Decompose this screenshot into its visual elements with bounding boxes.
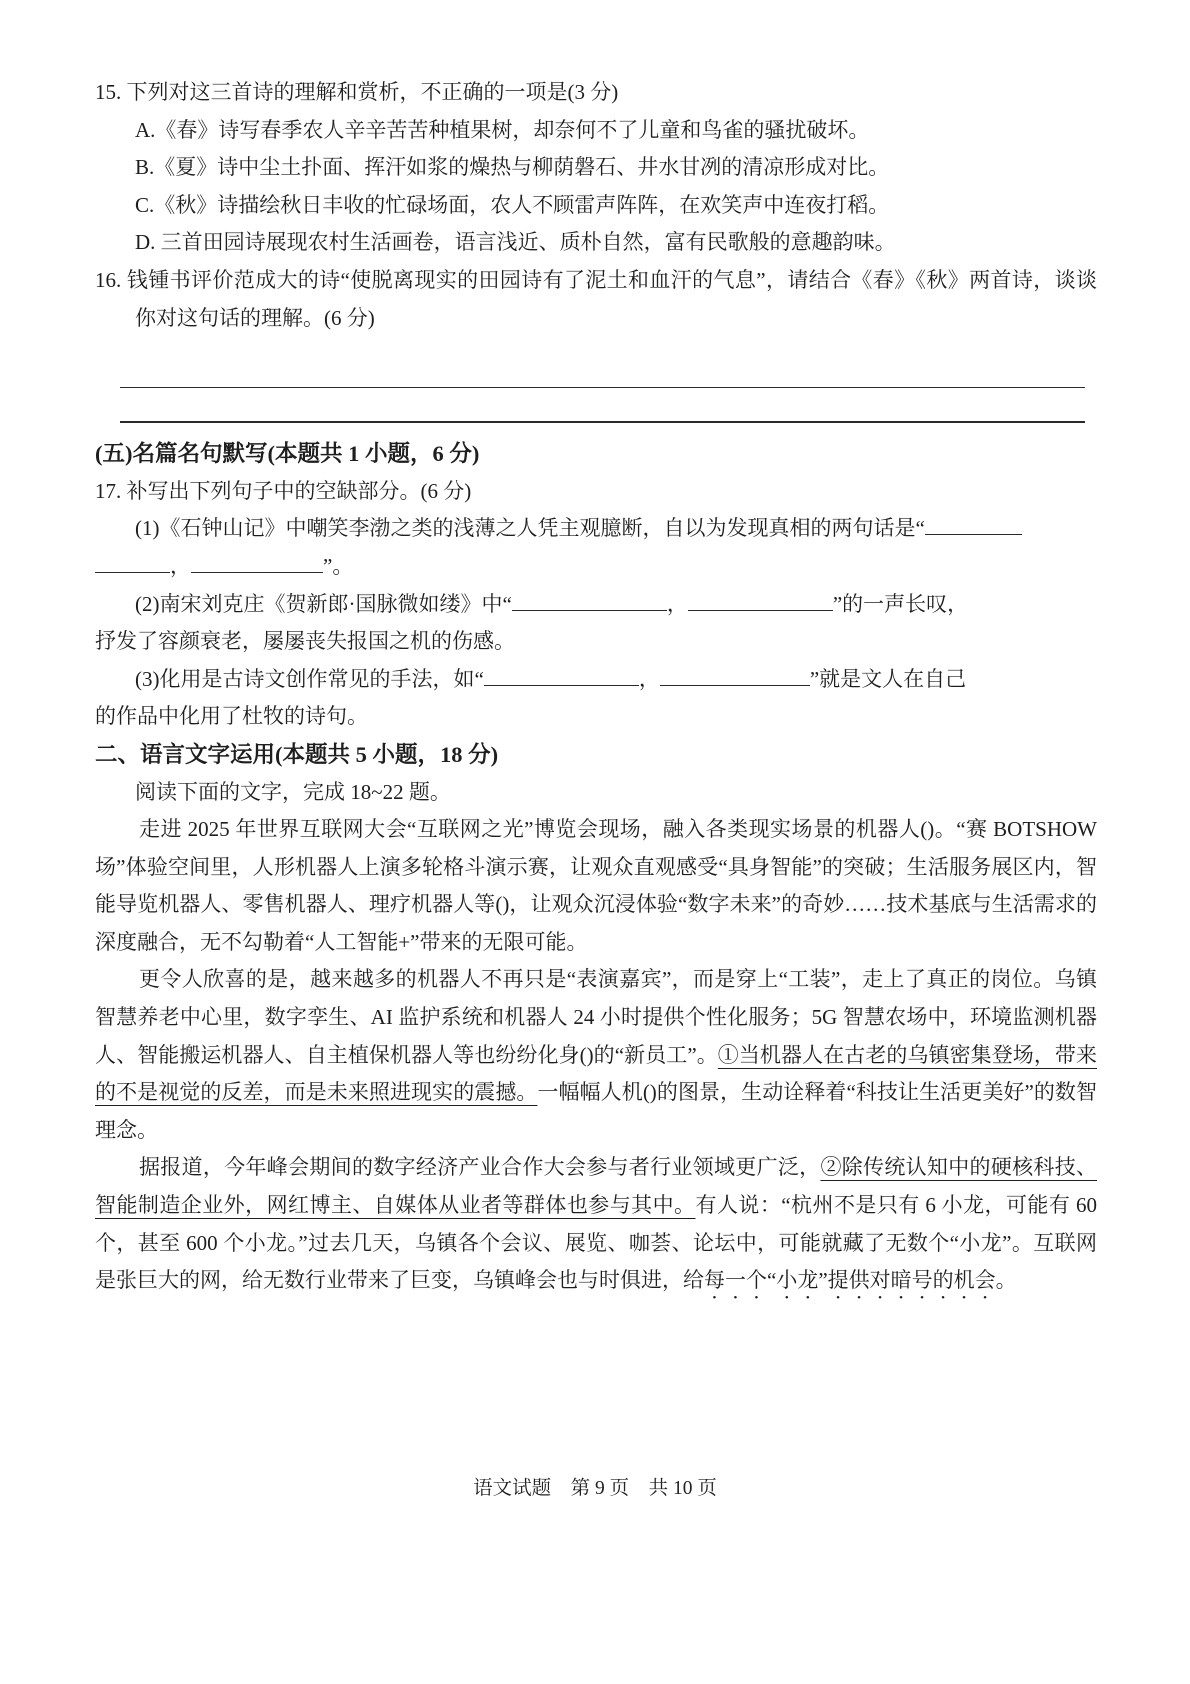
quote-close: ” — [818, 1268, 828, 1293]
question-17-item-2-line-2: 抒发了容颜衰老，屡屡丧失报国之机的伤感。 — [95, 629, 515, 654]
reading-instruction: 阅读下面的文字，完成 18~22 题。 — [135, 779, 451, 804]
question-17-stem: 17. 补写出下列句子中的空缺部分。(6 分) — [95, 478, 472, 503]
question-15-option-b: B.《夏》诗中尘土扑面、挥汗如浆的燥热与柳荫磐石、井水甘冽的清凉形成对比。 — [135, 155, 890, 180]
exam-content — [95, 74, 1097, 1304]
question-15-stem: 15. 下列对这三首诗的理解和赏析，不正确的一项是(3 分) — [95, 80, 619, 104]
emphasized-text: 提供对暗号的机会 — [827, 1268, 996, 1293]
question-15-option-a: A.《春》诗写春季农人辛辛苦苦种植果树，却奈何不了儿童和鸟雀的骚扰破坏。 — [135, 117, 870, 142]
fill-in-blank — [191, 553, 323, 573]
fill-in-blank — [512, 591, 667, 611]
emphasized-text: 小龙 — [776, 1268, 819, 1293]
passage-paragraph-2 — [95, 961, 1097, 1149]
question-17-item-1-line-1 — [95, 510, 1097, 548]
section-5-heading: (五)名篇名句默写(本题共 1 小题，6 分) — [95, 441, 480, 467]
item-2-text: (2)南宋刘克庄《贺新郎·国脉微如缕》中“ — [135, 591, 512, 616]
fill-in-blank — [95, 553, 170, 573]
underlined-sentence-1: ①当机器人在古老的乌镇密集登场，带来的不是视觉的反差，而是未来照进现实的震撼。 — [95, 1042, 1097, 1105]
paragraph-3-period: 。 — [995, 1268, 1017, 1293]
question-17-item-2-line-1 — [95, 586, 1097, 624]
underlined-sentence-2: ②除传统认知中的硬核科技、智能制造企业外，网红博主、自媒体从业者等群体也参与其中。 — [95, 1155, 1097, 1218]
question-17-item-3-line-2: 的作品中化用了杜牧的诗句。 — [95, 704, 368, 729]
item-3-separator: ， — [638, 666, 660, 691]
fill-in-blank — [688, 591, 833, 611]
item-1-closing: ”。 — [323, 553, 354, 578]
passage-paragraph-1: 走进 2025 年世界互联网大会“互联网之光”博览会现场，融入各类现实场景的机器人()。“赛 BOTSHOW 场”体验空间里，人形机器人上演多轮格斗演示赛，让观众直观感受“具身智能”的突破；生活服务展区内，智能导览机器人、零售机器人、理疗机器人等()，让观众沉浸体验“数字未来”的奇妙……技术基底与生活需求的深度融合，无不勾勒着“人工智能+”带来的无限可能。 — [95, 817, 1097, 954]
question-15-option-d: D. 三首田园诗展现农村生活画卷，语言浅近、质朴自然，富有民歌般的意趣韵味。 — [135, 230, 896, 255]
item-3-text: (3)化用是古诗文创作常见的手法，如“ — [135, 666, 484, 691]
question-17-item-3-line-1 — [95, 661, 1097, 699]
paragraph-2-text-end: 一幅幅人机()的图景，生动诠释着“科技让生活更美好”的数智理念。 — [95, 1080, 1097, 1142]
item-1-text: (1)《石钟山记》中嘲笑李渤之类的浅薄之人凭主观臆断，自以为发现真相的两句话是“ — [135, 516, 925, 541]
paragraph-2-text: 更令人欣喜的是，越来越多的机器人不再只是“表演嘉宾”，而是穿上“工装”，走上了真正的岗位。乌镇智慧养老中心里，数字孪生、AI 监护系统和机器人 24 小时提供个性化服务；5G 智慧农场中，环境监测机器人、智能搬运机器人、自主植保机器人等也纷纷化身()的“新员工”。 — [95, 967, 1097, 1067]
paragraph-3-text: 据报道，今年峰会期间的数字经济产业合作大会参与者行业领域更广泛， — [139, 1155, 821, 1180]
section-2-heading: 二、语言文字运用(本题共 5 小题，18 分) — [95, 741, 499, 767]
question-15-option-c: C.《秋》诗描绘秋日丰收的忙碌场面，农人不顾雷声阵阵，在欢笑声中连夜打稻。 — [135, 192, 890, 217]
item-3-after: ”就是文人在自己 — [809, 666, 967, 691]
answer-rule-line-1 — [120, 387, 1085, 388]
fill-in-blank — [925, 515, 1022, 535]
fill-in-blank — [484, 666, 639, 686]
paragraph-3-text-mid: 有人说：“杭州不是只有 6 小龙，可能有 60 个，甚至 600 个小龙。”过去几天，乌镇各个会议、展览、咖荟、论坛中，可能就藏了无数个“小龙”。互联网是张巨大的网，给无数行业带来了巨变，乌镇峰会也与时俱进，给 — [95, 1193, 1097, 1293]
fill-in-blank — [660, 666, 810, 686]
quote-open: “ — [767, 1268, 777, 1293]
passage-paragraph-3 — [95, 1149, 1097, 1304]
question-16-stem: 16. 钱锺书评价范成大的诗“使脱离现实的田园诗有了泥土和血汗的气息”，请结合《春》《秋》两首诗，谈谈你对这句话的理解。(6 分) — [95, 267, 1097, 330]
question-17-item-1-line-2 — [95, 548, 1097, 586]
item-1-separator: ， — [170, 553, 191, 578]
item-2-separator: ， — [666, 591, 688, 616]
answer-rule-line-2 — [120, 421, 1085, 423]
item-2-after: ”的一声长叹， — [832, 591, 969, 616]
emphasized-text: 每一个 — [704, 1268, 767, 1293]
page-footer: 语文试题 第 9 页 共 10 页 — [473, 1478, 717, 1499]
